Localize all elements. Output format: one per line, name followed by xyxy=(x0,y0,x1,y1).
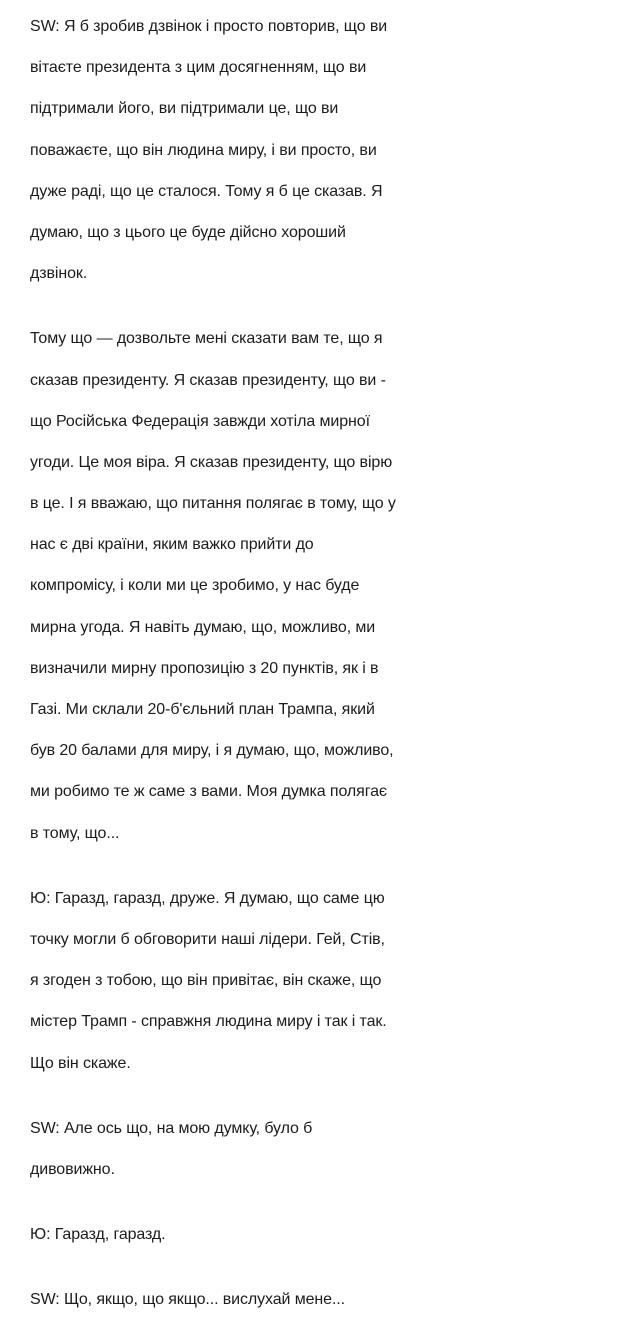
text-line: поважаєте, що він людина миру, і ви просто, ви xyxy=(30,141,377,159)
transcript-body xyxy=(30,6,620,1344)
text-line: сказав президенту. Я сказав президенту, що ви - xyxy=(30,371,386,389)
text-line: що Російська Федерація завжди хотіла мирної xyxy=(30,412,370,430)
text-line: ми робимо те ж саме з вами. Моя думка полягає xyxy=(30,783,387,801)
paragraph-sw-call xyxy=(30,6,620,294)
text-line: Ю: Гаразд, гаразд. xyxy=(30,1226,166,1244)
text-line: Що він скаже. xyxy=(30,1054,131,1072)
text-line: дуже раді, що це сталося. Тому я б це сказав. Я xyxy=(30,182,383,200)
paragraph-yu-okay xyxy=(30,1214,620,1255)
text-line: в це. І я вважаю, що питання полягає в тому, що у xyxy=(30,495,396,513)
text-line: визначили мирну пропозицію з 20 пунктів, як і в xyxy=(30,659,379,677)
text-line: угоди. Це моя віра. Я сказав президенту, що вірю xyxy=(30,453,393,471)
text-line: Тому що — дозвольте мені сказати вам те, що я xyxy=(30,330,383,348)
text-line: нас є дві країни, яким важко прийти до xyxy=(30,536,314,554)
text-line: SW: Що, якщо, що якщо... вислухай мене... xyxy=(30,1291,346,1309)
paragraph-sw-amazing xyxy=(30,1108,620,1190)
paragraph-sw-listen xyxy=(30,1279,620,1320)
text-line: був 20 балами для миру, і я думаю, що, можливо, xyxy=(30,742,394,760)
text-line: компромісу, і коли ми це зробимо, у нас буде xyxy=(30,577,360,595)
text-line: думаю, що з цього це буде дійсно хороший xyxy=(30,223,346,241)
text-line: вітаєте президента з цим досягненням, що ви xyxy=(30,59,367,77)
text-line: SW: Але ось що, на мою думку, було б xyxy=(30,1119,313,1137)
text-line: точку могли б обговорити наші лідери. Гей, Стів, xyxy=(30,930,385,948)
text-line: містер Трамп - справжня людина миру і так і так. xyxy=(30,1013,387,1031)
text-line: Ю: Гаразд, гаразд, друже. Я думаю, що саме цю xyxy=(30,889,385,907)
paragraph-yu-reply xyxy=(30,878,620,1084)
text-line: в тому, що... xyxy=(30,824,120,842)
text-line: підтримали його, ви підтримали це, що ви xyxy=(30,100,339,118)
text-line: мирна угода. Я навіть думаю, що, можливо, ми xyxy=(30,618,376,636)
text-line: дзвінок. xyxy=(30,265,88,283)
text-line: SW: Я б зробив дзвінок і просто повторив, що ви xyxy=(30,18,388,35)
text-line: дивовижно. xyxy=(30,1160,115,1178)
paragraph-sw-president xyxy=(30,318,620,853)
text-line: я згоден з тобою, що він привітає, він скаже, що xyxy=(30,972,382,990)
text-line: Газі. Ми склали 20-б'єльний план Трампа, який xyxy=(30,701,375,718)
